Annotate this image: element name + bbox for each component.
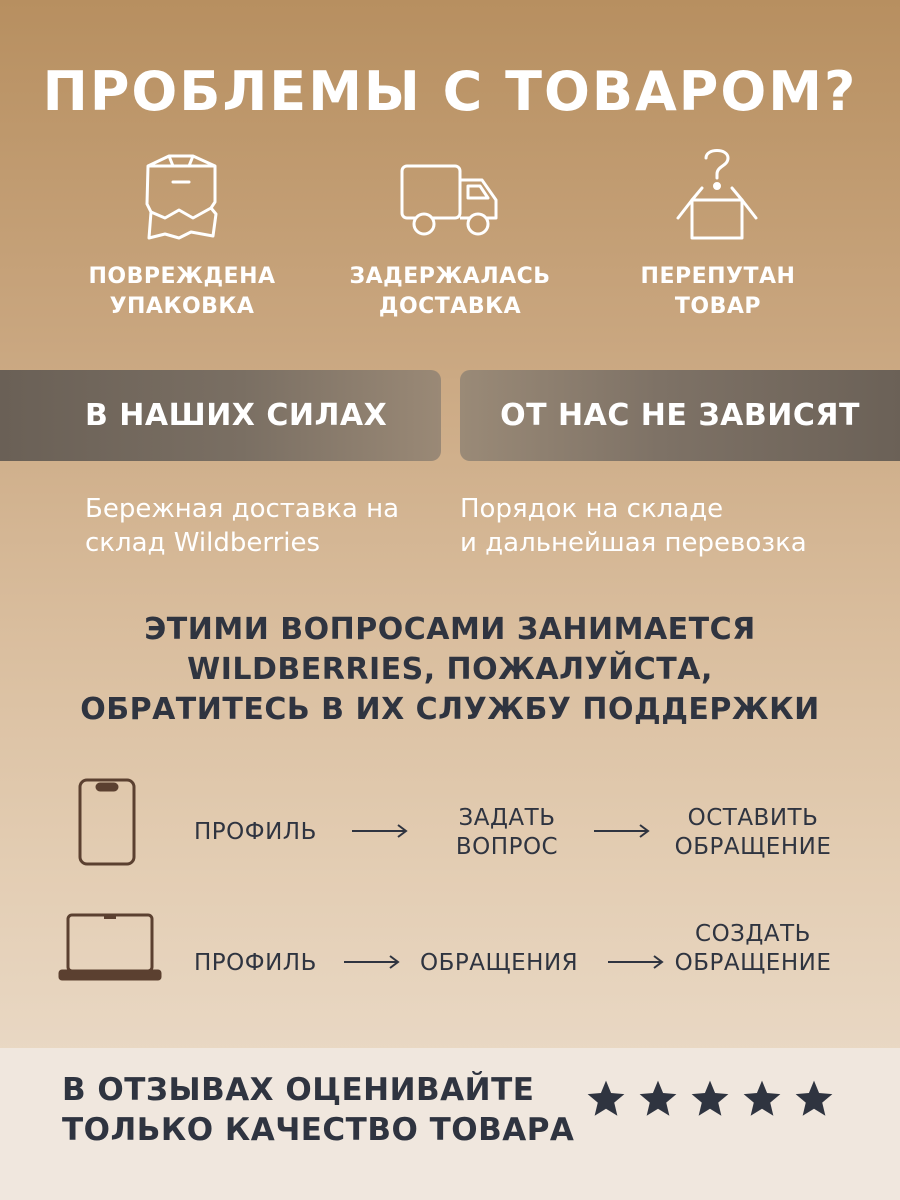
mobile-step-ask: ЗАДАТЬ ВОПРОС [455,805,559,860]
star-icon [689,1078,731,1120]
desktop-step-create: СОЗДАТЬ ОБРАЩЕНИЕ [674,921,832,976]
arrow-right-icon [594,823,652,839]
desktop-step-profile: ПРОФИЛЬ [194,950,317,976]
star-icon [637,1078,679,1120]
arrow-right-icon [344,954,402,970]
rating-stars [585,1078,835,1120]
question-box-icon [674,142,760,242]
footer-banner [0,1048,900,1200]
problem-label-damaged: ПОВРЕЖДЕНА УПАКОВКА [88,264,276,319]
star-icon [741,1078,783,1120]
problem-label-delivery: ЗАДЕРЖАЛАСЬ ДОСТАВКА [349,264,551,319]
page-title: ПРОБЛЕМЫ С ТОВАРОМ? [42,60,858,123]
damaged-box-icon [143,152,221,242]
laptop-icon [58,912,162,984]
smartphone-icon [78,778,136,866]
footer-text: В ОТЗЫВАХ ОЦЕНИВАЙТЕ ТОЛЬКО КАЧЕСТВО ТОВАРА [62,1072,575,1148]
description-left: Бережная доставка на склад Wildberries [85,494,400,558]
band-not-depend-on-us: ОТ НАС НЕ ЗАВИСЯТ [460,370,900,461]
mobile-step-profile: ПРОФИЛЬ [194,819,317,845]
arrow-right-icon [352,823,410,839]
desktop-step-requests: ОБРАЩЕНИЯ [420,950,579,976]
band-in-our-power: В НАШИХ СИЛАХ [0,370,441,461]
description-right: Порядок на складе и дальнейшая перевозка [460,494,807,558]
mobile-step-submit: ОСТАВИТЬ ОБРАЩЕНИЕ [674,805,832,860]
delivery-truck-icon [398,162,502,240]
star-icon [585,1078,627,1120]
support-notice: ЭТИМИ ВОПРОСАМИ ЗАНИМАЕТСЯ WILDBERRIES, ПОЖАЛУЙСТА, ОБРАТИТЕСЬ В ИХ СЛУЖБУ ПОДДЕРЖКИ [80,612,820,727]
arrow-right-icon [608,954,666,970]
star-icon [793,1078,835,1120]
problem-label-wrong-item: ПЕРЕПУТАН ТОВАР [640,264,796,319]
